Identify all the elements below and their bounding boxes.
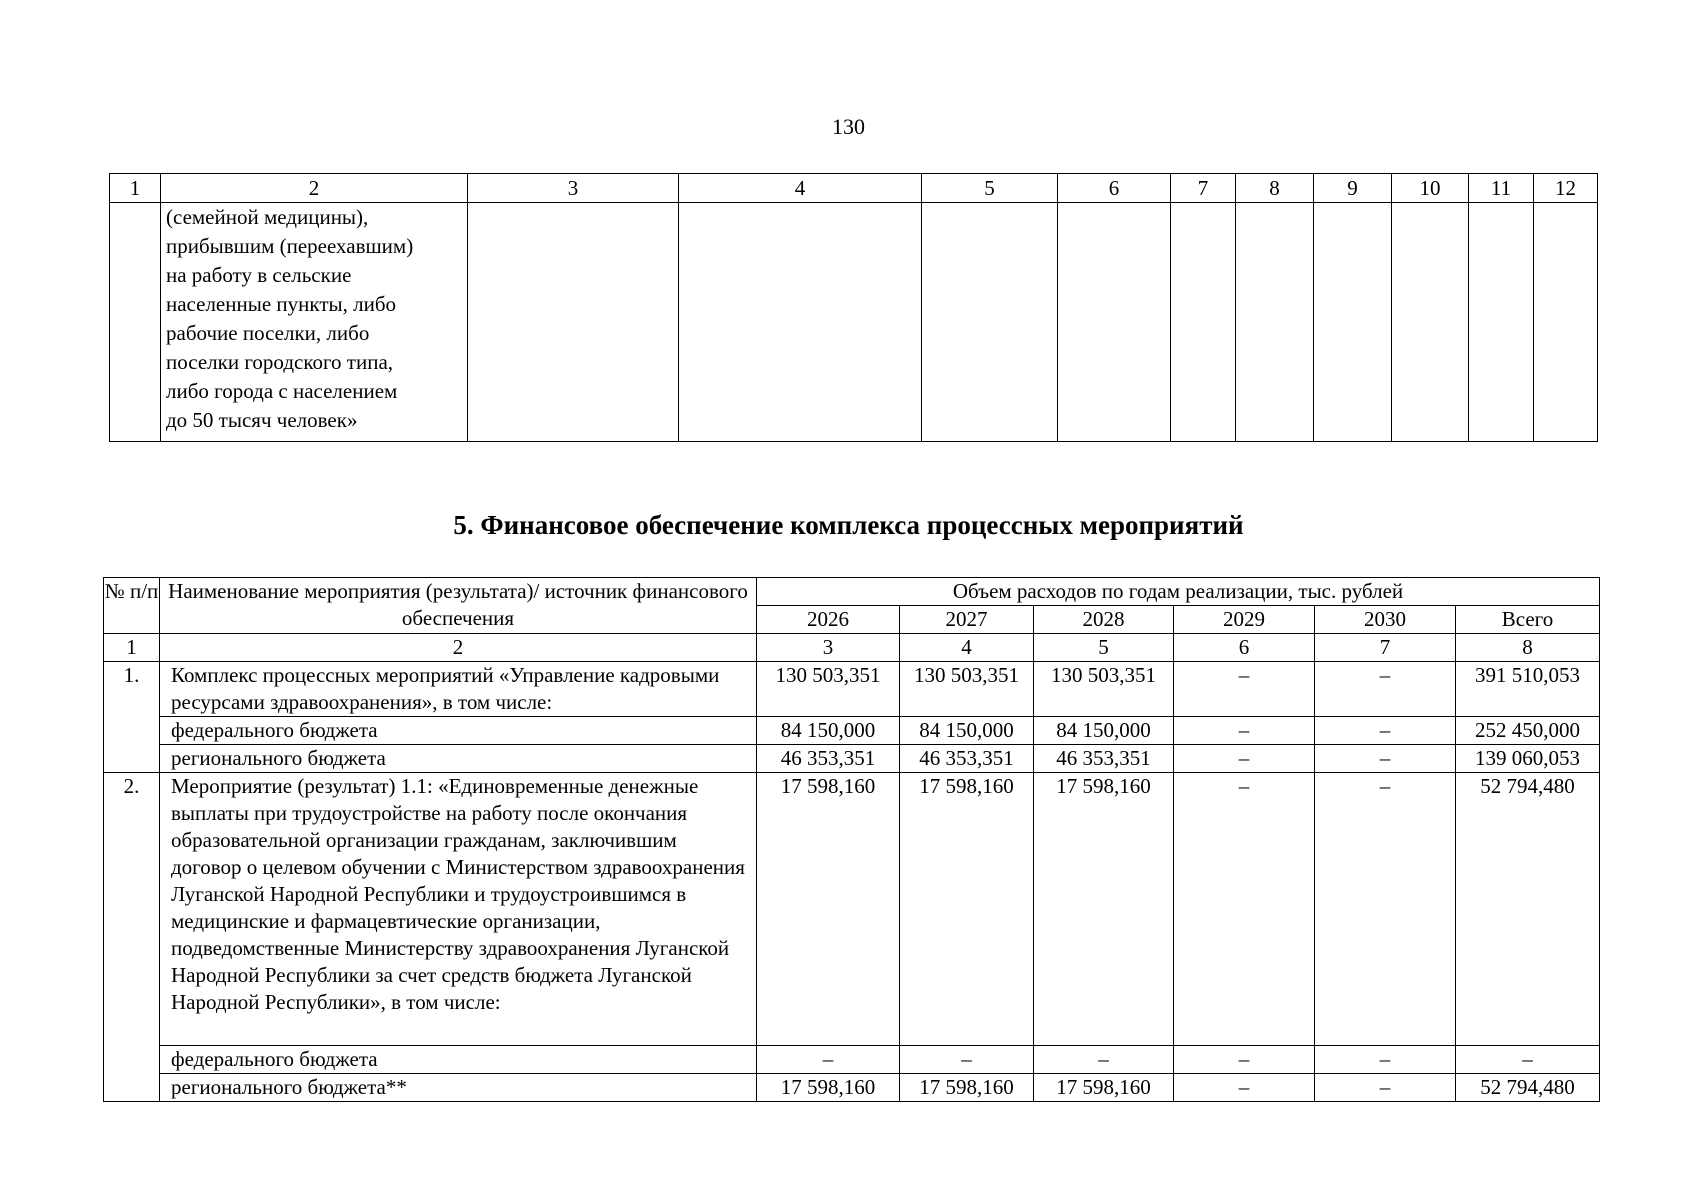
value-cell: 130 503,351 (900, 662, 1034, 717)
value-cell: 17 598,160 (757, 773, 900, 1046)
header-total-cell: Всего (1456, 606, 1600, 634)
table-cell (1058, 203, 1171, 442)
value-cell: 17 598,160 (900, 1074, 1034, 1102)
table-row (104, 1046, 1600, 1074)
value-cell: – (900, 1046, 1034, 1074)
value-cell: 84 150,000 (900, 717, 1034, 745)
value-cell: – (1315, 773, 1456, 1046)
row-num-cell: 1. (104, 662, 160, 773)
col-number-cell: 10 (1392, 174, 1469, 203)
value-cell: 46 353,351 (900, 745, 1034, 773)
col-number-cell: 5 (1034, 634, 1174, 662)
total-cell: 252 450,000 (1456, 717, 1600, 745)
table-cell (1314, 203, 1392, 442)
value-cell: 84 150,000 (757, 717, 900, 745)
value-cell: – (1315, 717, 1456, 745)
row-name-cell: регионального бюджета (160, 745, 757, 773)
table-cell (1392, 203, 1469, 442)
col-number-cell: 3 (757, 634, 900, 662)
table-row (104, 1074, 1600, 1102)
value-cell: 130 503,351 (757, 662, 900, 717)
value-cell: 130 503,351 (1034, 662, 1174, 717)
value-cell: 17 598,160 (1034, 1074, 1174, 1102)
continuation-table (109, 173, 1598, 442)
col-number-cell: 1 (104, 634, 160, 662)
table-cell (922, 203, 1058, 442)
col-number-cell: 7 (1171, 174, 1236, 203)
value-cell: 46 353,351 (757, 745, 900, 773)
col-number-cell: 6 (1174, 634, 1315, 662)
value-cell: 84 150,000 (1034, 717, 1174, 745)
col-number-cell: 9 (1314, 174, 1392, 203)
table-row (104, 773, 1600, 1046)
page-number: 130 (832, 114, 865, 139)
table-cell (1534, 203, 1598, 442)
value-cell: – (1174, 662, 1315, 717)
header-name-cell: Наименование мероприятия (результата)/ источник финансового обеспечения (160, 578, 757, 634)
header-year-cell: 2030 (1315, 606, 1456, 634)
value-cell: – (1174, 1074, 1315, 1102)
col-number-cell: 1 (110, 174, 161, 203)
header-num-cell: № п/п (104, 578, 160, 634)
text-line: населенные пункты, либо (166, 292, 397, 316)
value-cell: 46 353,351 (1034, 745, 1174, 773)
value-cell: – (1174, 745, 1315, 773)
table-cell (468, 203, 679, 442)
continuation-header-row (110, 174, 1598, 203)
row-name-cell: Мероприятие (результат) 1.1: «Единовременные денежные выплаты при трудоустройстве на работу после окончания образовательной организации гражданам, заключившим договор о целевом обучении с Министерством здравоохранения Луганской Народной Республики и трудоустроившимся в медицинские и фармацевтические организации, подведомственные Министерству здравоохранения Луганской Народной Республики за счет средств бюджета Луганской Народной Республики», в том числе: (160, 773, 757, 1046)
table-cell (1171, 203, 1236, 442)
col-number-cell: 5 (922, 174, 1058, 203)
total-cell: 139 060,053 (1456, 745, 1600, 773)
total-cell: 391 510,053 (1456, 662, 1600, 717)
section-title: 5. Финансовое обеспечение комплекса процессных мероприятий (453, 510, 1244, 540)
table-row (104, 662, 1600, 717)
value-cell: – (1034, 1046, 1174, 1074)
table-cell (1236, 203, 1314, 442)
continuation-body-row (110, 203, 1598, 442)
col-number-cell: 4 (900, 634, 1034, 662)
text-line: на работу в сельские (166, 263, 352, 287)
value-cell: – (1315, 745, 1456, 773)
col-number-cell: 8 (1456, 634, 1600, 662)
table-cell (110, 203, 161, 442)
row-name-cell: федерального бюджета (160, 1046, 757, 1074)
continuation-text-cell (161, 203, 468, 442)
text-line: до 50 тысяч человек» (166, 408, 358, 432)
table-header-row (104, 578, 1600, 606)
table-row (104, 717, 1600, 745)
value-cell: – (757, 1046, 900, 1074)
row-num-cell: 2. (104, 773, 160, 1102)
col-number-cell: 7 (1315, 634, 1456, 662)
value-cell: – (1174, 773, 1315, 1046)
total-cell: – (1456, 1046, 1600, 1074)
text-line: рабочие поселки, либо (166, 321, 370, 345)
header-year-cell: 2027 (900, 606, 1034, 634)
col-number-cell: 8 (1236, 174, 1314, 203)
header-volume-cell: Объем расходов по годам реализации, тыс. рублей (757, 578, 1600, 606)
total-cell: 52 794,480 (1456, 773, 1600, 1046)
header-year-cell: 2026 (757, 606, 900, 634)
text-line: либо города с населением (166, 379, 398, 403)
col-number-cell: 6 (1058, 174, 1171, 203)
col-number-cell: 2 (161, 174, 468, 203)
row-name-cell: Комплекс процессных мероприятий «Управление кадровыми ресурсами здравоохранения», в том числе: (160, 662, 757, 717)
row-name-cell: федерального бюджета (160, 717, 757, 745)
text-line: (семейной медицины), (166, 205, 369, 229)
row-name-cell: регионального бюджета** (160, 1074, 757, 1102)
value-cell: – (1315, 1046, 1456, 1074)
text-line: прибывшим (переехавшим) (166, 234, 414, 258)
col-number-cell: 2 (160, 634, 757, 662)
value-cell: 17 598,160 (757, 1074, 900, 1102)
text-line: поселки городского типа, (166, 350, 394, 374)
value-cell: – (1315, 1074, 1456, 1102)
table-cell (1469, 203, 1534, 442)
value-cell: – (1174, 717, 1315, 745)
finance-table (103, 577, 1600, 1102)
column-numbers-row (104, 634, 1600, 662)
col-number-cell: 12 (1534, 174, 1598, 203)
col-number-cell: 11 (1469, 174, 1534, 203)
value-cell: – (1315, 662, 1456, 717)
total-cell: 52 794,480 (1456, 1074, 1600, 1102)
col-number-cell: 4 (679, 174, 922, 203)
header-year-cell: 2028 (1034, 606, 1174, 634)
table-cell (679, 203, 922, 442)
header-year-cell: 2029 (1174, 606, 1315, 634)
col-number-cell: 3 (468, 174, 679, 203)
table-row (104, 745, 1600, 773)
value-cell: 17 598,160 (1034, 773, 1174, 1046)
value-cell: 17 598,160 (900, 773, 1034, 1046)
value-cell: – (1174, 1046, 1315, 1074)
